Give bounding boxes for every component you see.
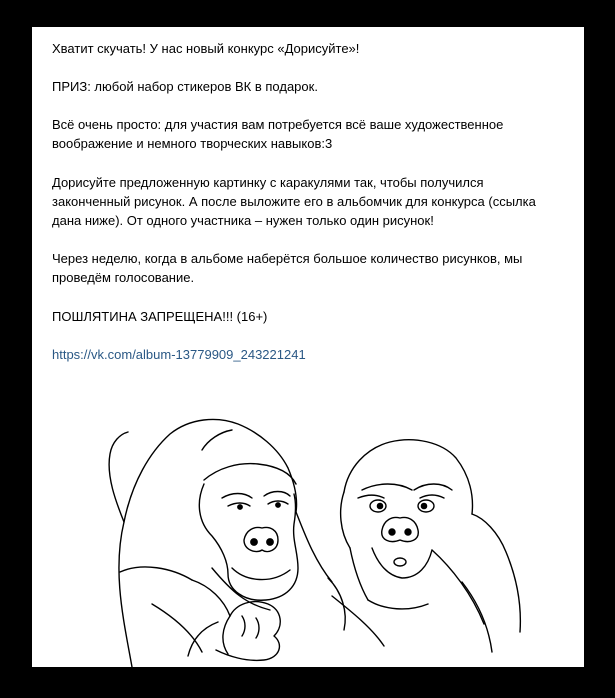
post-prize (52, 77, 318, 96)
post-line: проведём голосование. (52, 270, 195, 285)
post-rule (52, 307, 267, 326)
album-link[interactable]: https://vk.com/album-13779909_243221241 (52, 347, 306, 362)
post-line: ПРИЗ: любой набор стикеров ВК в подарок. (52, 79, 318, 94)
post-line: Хватит скучать! У нас новый конкурс «Дорисуйте»! (52, 41, 360, 56)
post-line: Всё очень просто: для участия вам потребуется всё ваше художественное (52, 117, 504, 132)
post-line: ПОШЛЯТИНА ЗАПРЕЩЕНА!!! (16+) (52, 309, 268, 324)
right-gorilla (341, 440, 521, 652)
left-gorilla (109, 419, 384, 667)
post-intro (52, 39, 359, 58)
post-voting (52, 249, 522, 287)
post-line: Через неделю, когда в альбоме наберётся большое количество рисунков, мы (52, 251, 523, 266)
post-card (32, 27, 584, 667)
post-line: дана ниже). От одного участника – нужен только один рисунок! (52, 213, 434, 228)
post-simple (52, 115, 503, 153)
gorillas-illustration (32, 372, 584, 667)
post-line: воображение и немного творческих навыков:3 (52, 136, 333, 151)
post-line: законченный рисунок. А после выложите его в альбомчик для конкурса (ссылка (52, 194, 536, 209)
post-instructions (52, 173, 536, 230)
post-line: Дорисуйте предложенную картинку с каракулями так, чтобы получился (52, 175, 484, 190)
